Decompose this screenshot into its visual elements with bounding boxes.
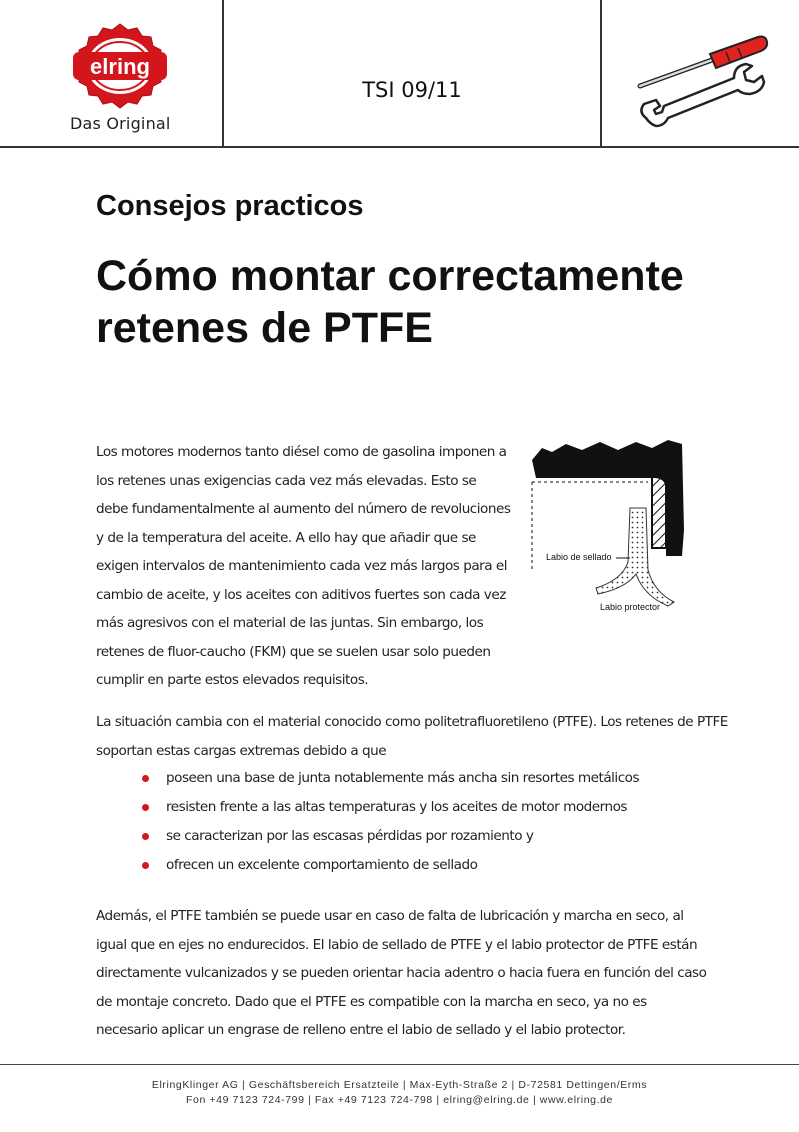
bullet-icon [142, 804, 149, 811]
bullet-icon [142, 833, 149, 840]
header-divider [600, 0, 602, 146]
label-sealing-lip: Labio de sellado [546, 552, 612, 562]
list-item: resisten frente a las altas temperaturas y los aceites de motor modernos [140, 793, 639, 822]
document-footer [0, 1078, 799, 1108]
ptfe-seal-diagram [520, 430, 695, 620]
list-item: poseen una base de junta notablemente más ancha sin resortes metálicos [140, 764, 639, 793]
body-paragraph: Además, el PTFE también se puede usar en caso de falta de lubricación y marcha en seco, al igual que en ejes no endurecidos. El labio de sellado de PTFE y el labio protector de PTFE están directamente vulcanizados y se pueden orientar hacia adentro o hacia fuera en función del caso de montaje concreto. Dado que el PTFE es compatible con la marcha en seco, ya no es necesario aplicar un engrase de relleno entre el labio de sellado y el labio protector. [96, 908, 707, 1038]
screwdriver-icon [640, 37, 767, 86]
section-label: Consejos practicos [96, 190, 364, 222]
benefits-list [140, 764, 639, 880]
wrench-icon [641, 64, 764, 126]
header-divider [222, 0, 224, 146]
bullet-icon [142, 862, 149, 869]
label-protective-lip: Labio protector [600, 602, 661, 612]
footer-contact: Fon +49 7123 724-799 | Fax +49 7123 724-798 | elring@elring.de | www.elring.de [186, 1094, 613, 1106]
list-item: se caracterizan por las escasas pérdidas por rozamiento y [140, 822, 639, 851]
footer-divider [0, 1064, 799, 1065]
intro-paragraph: Los motores modernos tanto diésel como de gasolina imponen a los retenes unas exigencias cada vez más elevadas. Esto se debe fundamentalmente al aumento del número de revoluciones y de la temperatura del aceite. A ello hay que añadir que se exigen intervalos de mantenimiento cada vez más largos para el cambio de aceite, y los aceites con aditivos fuertes son cada vez más agresivos con el material de las juntas. Sin embargo, los retenes de fluor-caucho (FKM) que se suelen usar solo pueden cumplir en parte estos elevados requisitos. [96, 444, 511, 688]
page-title: Cómo montar correctamente retenes de PTFE [96, 252, 684, 352]
document-header [0, 0, 799, 148]
document-code: TSI 09/11 [362, 78, 462, 102]
metal-insert [548, 458, 666, 548]
logo-wordmark: elring [90, 54, 150, 79]
footer-address: ElringKlinger AG | Geschäftsbereich Ersatzteile | Max-Eyth-Straße 2 | D-72581 Dettingen/Erms [151, 1079, 648, 1091]
bullet-icon [142, 775, 149, 782]
list-item: ofrecen un excelente comportamiento de sellado [140, 851, 639, 880]
body-paragraph: La situación cambia con el material conocido como politetrafluoretileno (PTFE). Los retenes de PTFE soportan estas cargas extremas debido a que [96, 714, 728, 759]
logo-tagline: Das Original [70, 114, 171, 133]
elring-logo-icon [65, 20, 175, 112]
elring-logo [60, 20, 180, 135]
tools-icon [630, 28, 780, 128]
